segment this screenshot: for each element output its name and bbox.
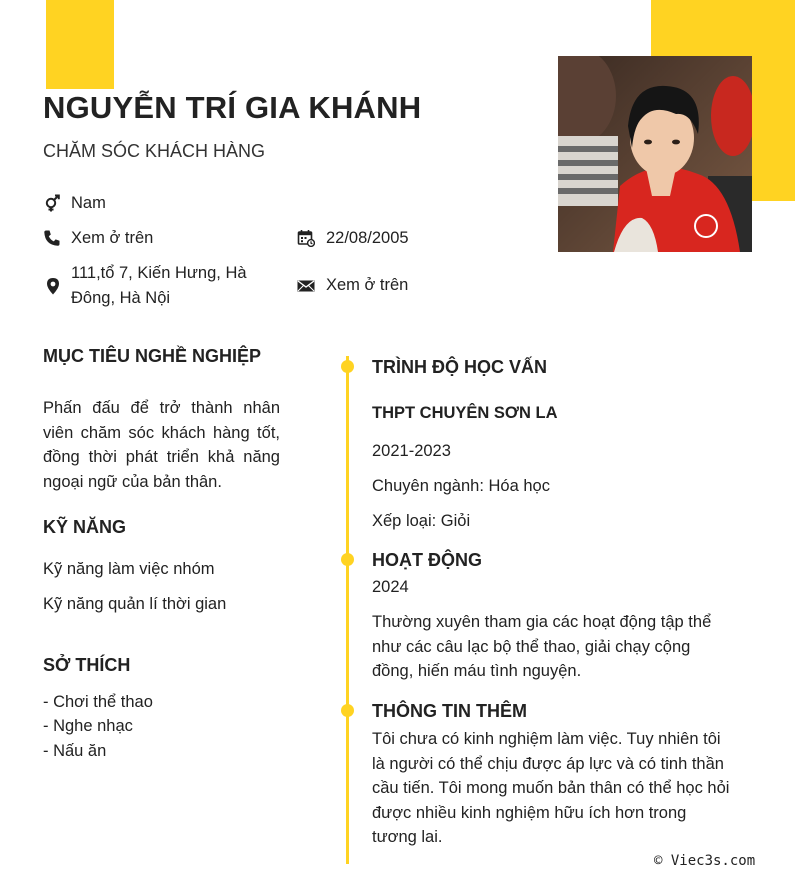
objective-heading: MỤC TIÊU NGHỀ NGHIỆP bbox=[43, 346, 262, 366]
mail-icon bbox=[297, 277, 315, 300]
phone-value: Xem ở trên bbox=[71, 229, 154, 247]
hobby-item: - Chơi thể thao bbox=[43, 693, 153, 711]
extra-heading: THÔNG TIN THÊM bbox=[372, 701, 527, 721]
education-heading: TRÌNH ĐỘ HỌC VẤN bbox=[372, 357, 547, 377]
hobbies-heading: SỞ THÍCH bbox=[43, 655, 131, 675]
gender-icon bbox=[43, 194, 61, 217]
birthday-value: 22/08/2005 bbox=[326, 229, 409, 247]
skills-heading: KỸ NĂNG bbox=[43, 517, 127, 537]
timeline-line bbox=[346, 356, 349, 864]
timeline-dot-activities bbox=[341, 553, 354, 566]
profile-photo bbox=[558, 56, 752, 252]
extra-text: Tôi chưa có kinh nghiệm làm việc. Tuy nhiên tôi là người có thể chịu được áp lực và có tinh thần cầu tiến. Tôi mong muốn bản thân có thể học hỏi được nhiều kinh nghiệm hữu ích hơn trong tương lai. bbox=[372, 730, 730, 846]
education-rank: Xếp loại: Giỏi bbox=[372, 512, 471, 530]
education-major: Chuyên ngành: Hóa học bbox=[372, 477, 550, 495]
activities-heading: HOẠT ĐỘNG bbox=[372, 550, 482, 570]
activities-year: 2024 bbox=[372, 578, 409, 596]
copyright-footer: © Viec3s.com bbox=[654, 853, 756, 869]
objective-text: Phấn đấu để trở thành nhân viên chăm sóc khách hàng tốt, đồng thời phát triển khả năng ngoại ngữ của bản thân. bbox=[43, 399, 280, 491]
phone-icon bbox=[43, 229, 61, 252]
timeline-dot-education bbox=[341, 360, 354, 373]
activities-text: Thường xuyên tham gia các hoạt động tập thể như các câu lạc bộ thể thao, giải chạy cộng đồng, hiến máu tình nguyện. bbox=[372, 613, 712, 680]
email-value: Xem ở trên bbox=[326, 276, 409, 294]
skill-item: Kỹ năng làm việc nhóm bbox=[43, 560, 215, 578]
decor-block-left bbox=[46, 0, 114, 89]
skill-item: Kỹ năng quản lí thời gian bbox=[43, 595, 227, 613]
calendar-icon bbox=[297, 229, 315, 252]
education-years: 2021-2023 bbox=[372, 442, 451, 460]
job-position: CHĂM SÓC KHÁCH HÀNG bbox=[43, 141, 266, 161]
hobby-item: - Nghe nhạc bbox=[43, 717, 133, 735]
address-value: 111,tổ 7, Kiến Hưng, Hà Đông, Hà Nội bbox=[71, 264, 247, 307]
location-icon bbox=[44, 277, 62, 300]
candidate-name: NGUYỄN TRÍ GIA KHÁNH bbox=[43, 90, 422, 125]
school-name: THPT CHUYÊN SƠN LA bbox=[372, 404, 558, 422]
timeline-dot-extra bbox=[341, 704, 354, 717]
hobby-item: - Nấu ăn bbox=[43, 742, 107, 760]
gender-value: Nam bbox=[71, 194, 106, 212]
